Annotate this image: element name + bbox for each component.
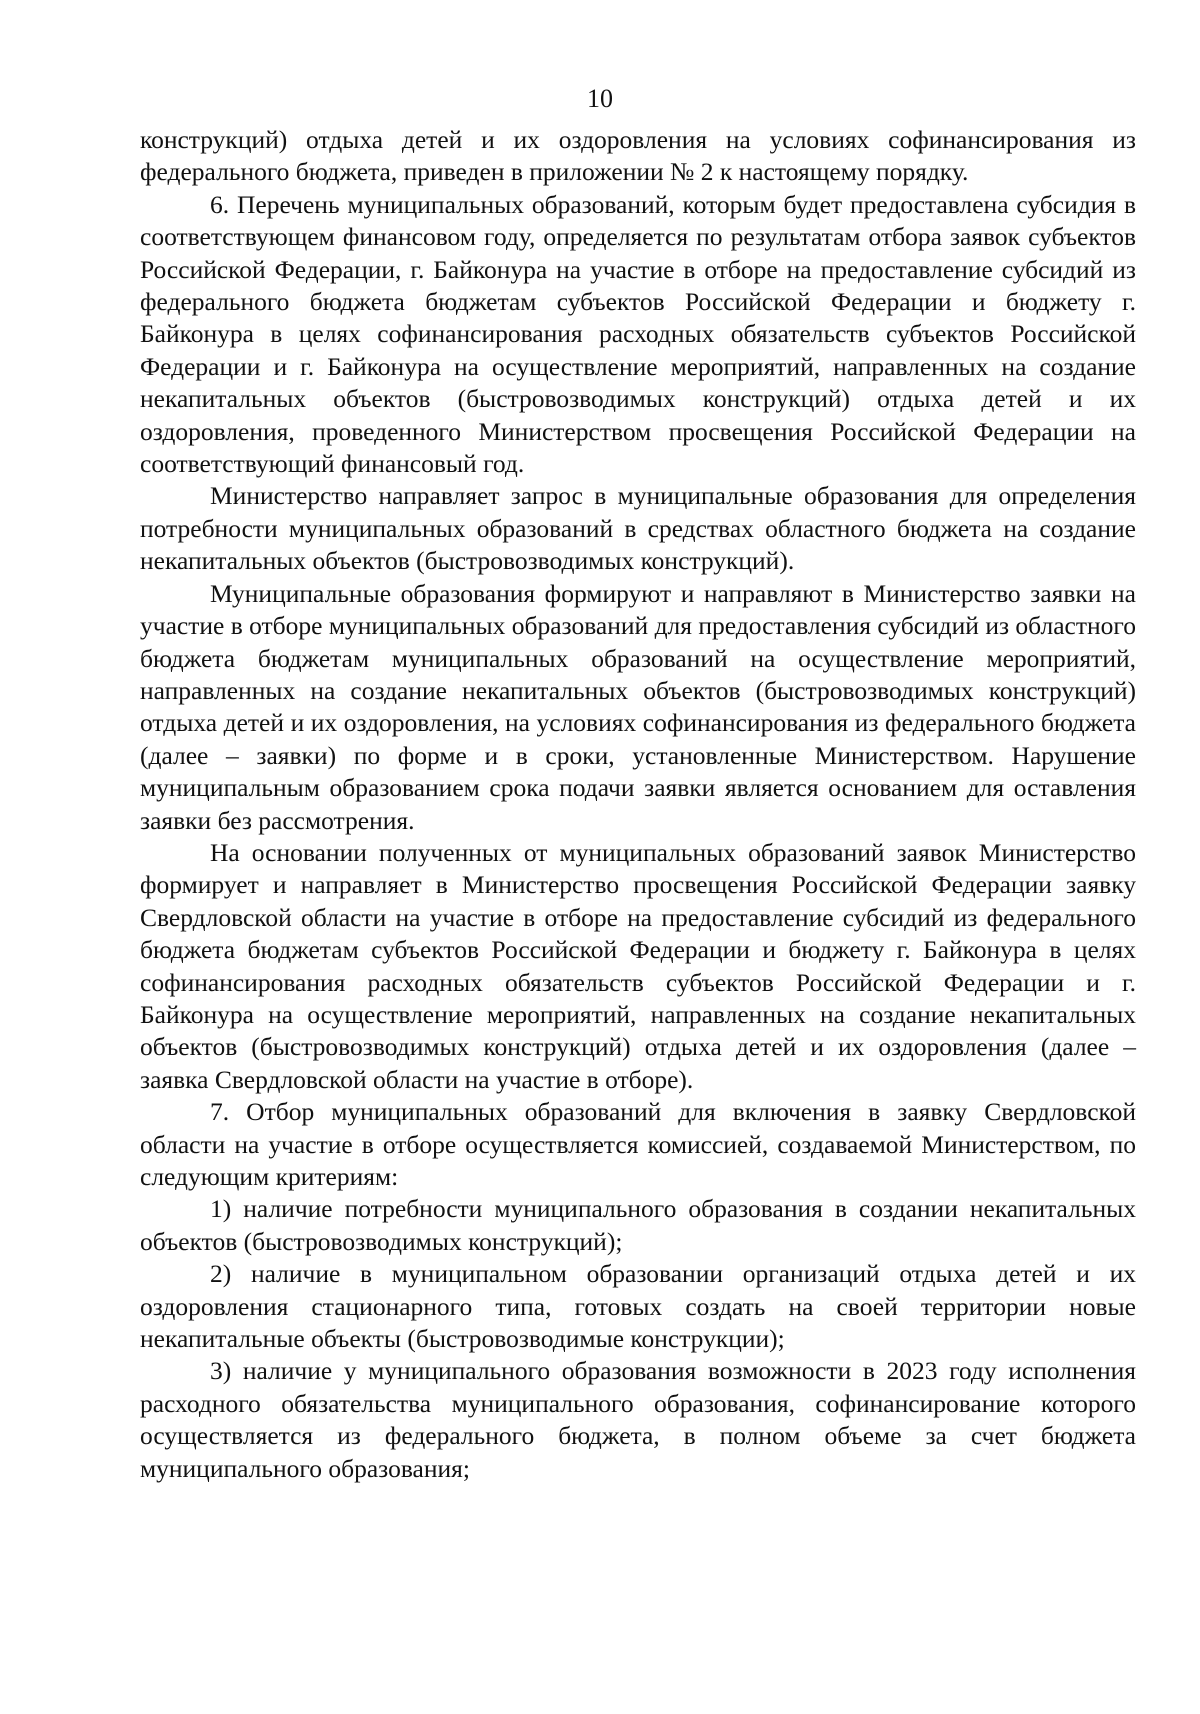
paragraph-ministry-request: Министерство направляет запрос в муниципальные образования для определения потребности муниципальных образований в средствах областного бюджета на создание некапитальных объектов (быстровозводимых конструкций). [140,481,1136,576]
criterion-1: 1) наличие потребности муниципального образования в создании некапитальных объектов (быстровозводимых конструкций); [140,1194,1136,1256]
criterion-3: 3) наличие у муниципального образования возможности в 2023 году исполнения расходного обязательства муниципального образования, софинансирование которого осуществляется из федерального бюджета, в полном объеме за счет бюджета муниципального образования; [140,1356,1136,1483]
paragraph-municipal-applications: Муниципальные образования формируют и направляют в Министерство заявки на участие в отборе муниципальных образований для предоставления субсидий из областного бюджета бюджетам муниципальных образований на осуществление мероприятий, направленных на создание некапитальных объектов (быстровозводимых конструкций) отдыха детей и их оздоровления, на условиях софинансирования из федерального бюджета (далее – заявки) по форме и в сроки, установленные Министерством. Нарушение муниципальным образованием срока подачи заявки является основанием для оставления заявки без рассмотрения. [140,578,1136,835]
criterion-2: 2) наличие в муниципальном образовании организаций отдыха детей и их оздоровления стационарного типа, готовых создать на своей территории новые некапитальные объекты (быстровозводимые конструкции); [140,1259,1136,1354]
document-body [140,124,1136,1485]
paragraph-item-7: 7. Отбор муниципальных образований для включения в заявку Свердловской области на участие в отборе осуществляется комиссией, создаваемой Министерством, по следующим критериям: [140,1097,1136,1191]
page-number: 10 [587,84,613,113]
paragraph-regional-application: На основании полученных от муниципальных образований заявок Министерство формирует и направляет в Министерство просвещения Российской Федерации заявку Свердловской области на участие в отборе на предоставление субсидий из федерального бюджета бюджетам субъектов Российской Федерации и бюджету г. Байконура в целях софинансирования расходных обязательств субъектов Российской Федерации и г. Байконура на осуществление мероприятий, направленных на создание некапитальных объектов (быстровозводимых конструкций) отдыха детей и их оздоровления (далее – заявка Свердловской области на участие в отборе). [140,837,1136,1094]
paragraph-continuation: конструкций) отдыха детей и их оздоровления на условиях софинансирования из федерального бюджета, приведен в приложении № 2 к настоящему порядку. [140,125,1136,187]
paragraph-item-6: 6. Перечень муниципальных образований, которым будет предоставлена субсидия в соответствующем финансовом году, определяется по результатам отбора заявок субъектов Российской Федерации, г. Байконура на участие в отборе на предоставление субсидий из федерального бюджета бюджетам субъектов Российской Федерации и бюджету г. Байконура в целях софинансирования расходных обязательств субъектов Российской Федерации и г. Байконура на осуществление мероприятий, направленных на создание некапитальных объектов (быстровозводимых конструкций) отдыха детей и их оздоровления, проведенного Министерством просвещения Российской Федерации на соответствующий финансовый год. [140,189,1136,479]
